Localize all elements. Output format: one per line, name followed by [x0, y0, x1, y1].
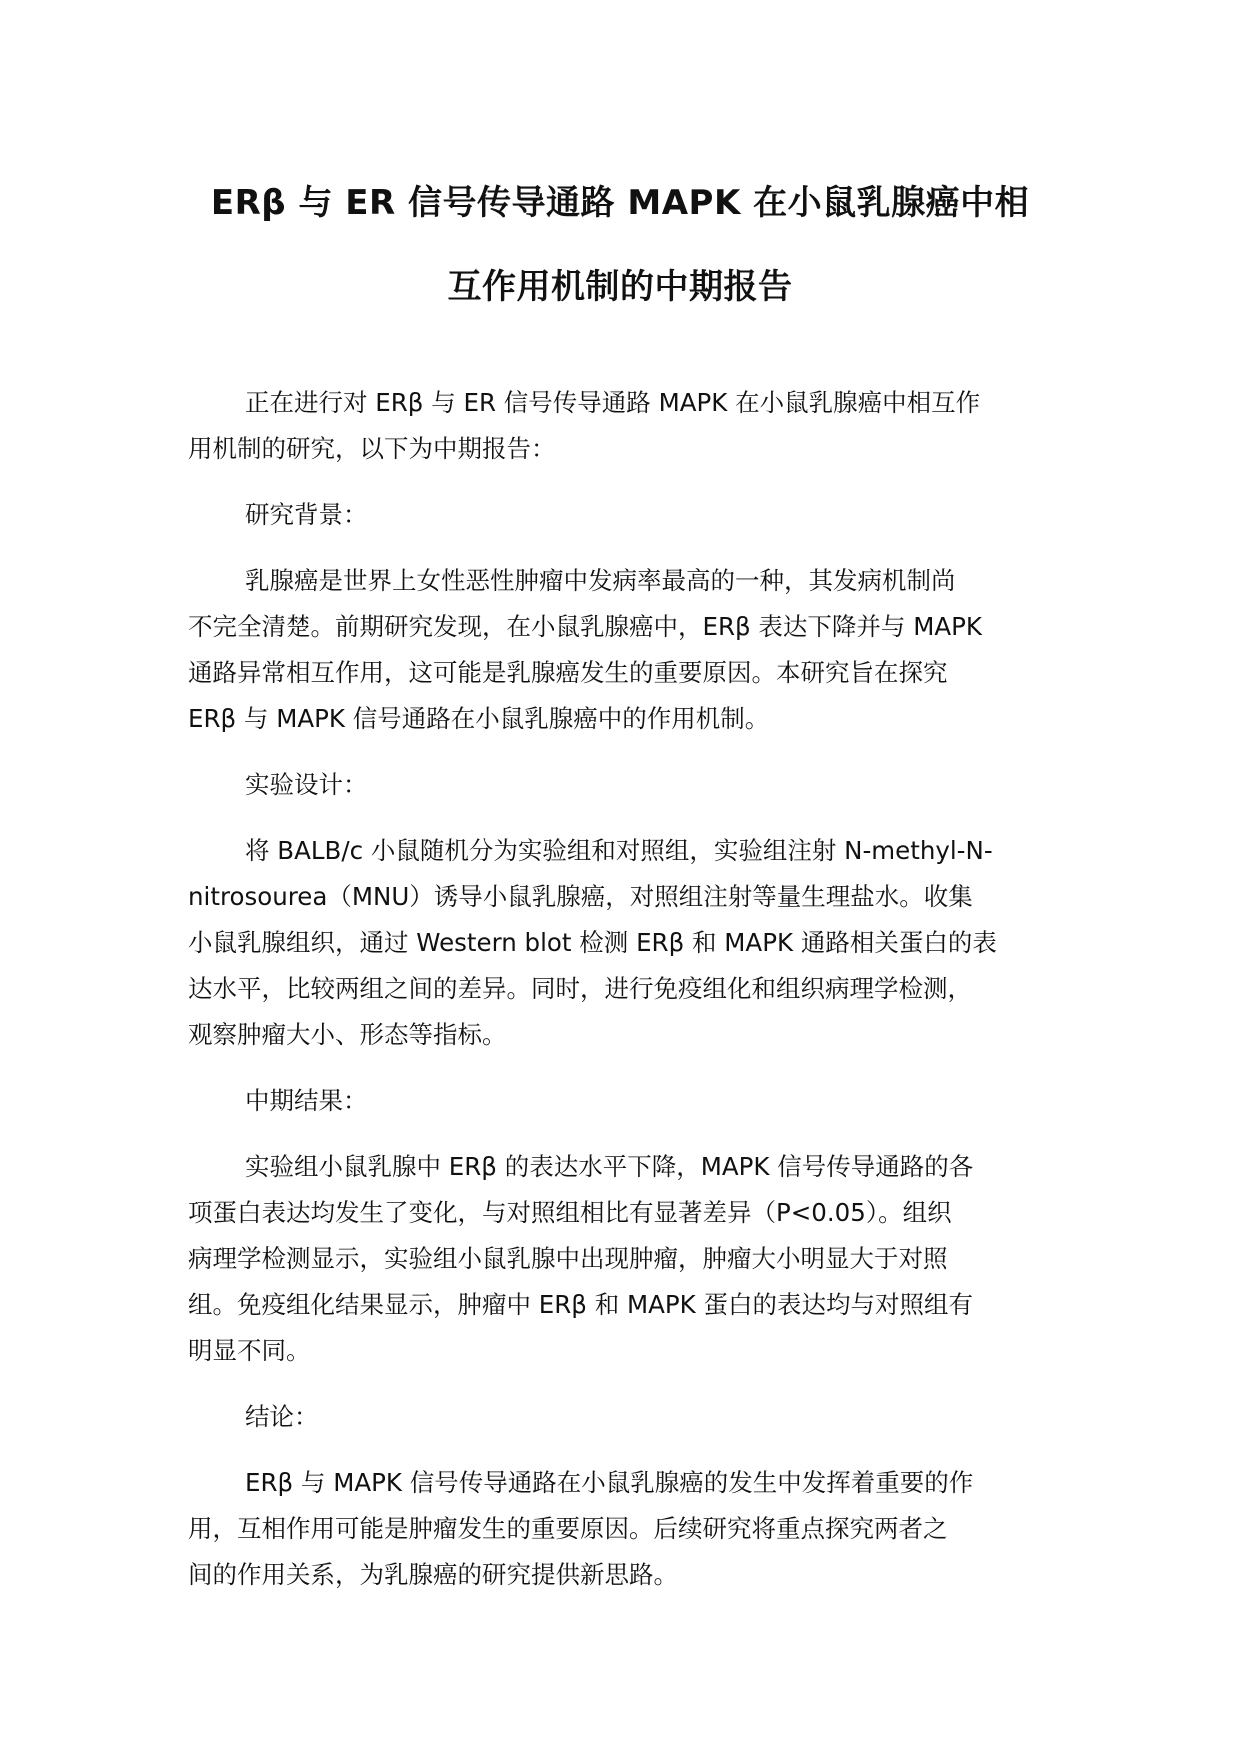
conclusion-line: ERβ 与 MAPK 信号传导通路在小鼠乳腺癌的发生中发挥着重要的作 [245, 1468, 974, 1497]
background-line: 乳腺癌是世界上女性恶性肿瘤中发病率最高的一种，其发病机制尚 [245, 566, 956, 595]
intro-paragraph [188, 380, 1088, 472]
intro-line: 正在进行对 ERβ 与 ER 信号传导通路 MAPK 在小鼠乳腺癌中相互作 [245, 388, 981, 417]
background-paragraph [188, 558, 1088, 742]
document-title-line1: ERβ 与 ER 信号传导通路 MAPK 在小鼠乳腺癌中相 [210, 183, 1030, 223]
results-paragraph [188, 1144, 1088, 1374]
conclusion-heading: 结论： [245, 1402, 319, 1431]
design-heading: 实验设计： [245, 770, 368, 799]
results-line: 明显不同。 [188, 1336, 311, 1365]
background-line: 通路异常相互作用，这可能是乳腺癌发生的重要原因。本研究旨在探究 [188, 658, 948, 687]
results-line: 病理学检测显示，实验组小鼠乳腺中出现肿瘤，肿瘤大小明显大于对照 [188, 1244, 948, 1273]
results-line: 项蛋白表达均发生了变化，与对照组相比有显著差异（P<0.05）。组织 [188, 1198, 952, 1227]
background-line: ERβ 与 MAPK 信号通路在小鼠乳腺癌中的作用机制。 [188, 704, 770, 733]
results-line: 实验组小鼠乳腺中 ERβ 的表达水平下降，MAPK 信号传导通路的各 [245, 1152, 974, 1181]
conclusion-line: 间的作用关系，为乳腺癌的研究提供新思路。 [188, 1560, 678, 1589]
intro-line: 用机制的研究，以下为中期报告： [188, 434, 556, 463]
document-title-line2: 互作用机制的中期报告 [447, 267, 793, 307]
background-line: 不完全清楚。前期研究发现，在小鼠乳腺癌中，ERβ 表达下降并与 MAPK [188, 612, 982, 641]
background-heading: 研究背景： [245, 500, 368, 529]
design-line: 达水平，比较两组之间的差异。同时，进行免疫组化和组织病理学检测， [188, 974, 972, 1003]
conclusion-line: 用，互相作用可能是肿瘤发生的重要原因。后续研究将重点探究两者之 [188, 1514, 948, 1543]
results-line: 组。免疫组化结果显示，肿瘤中 ERβ 和 MAPK 蛋白的表达均与对照组有 [188, 1290, 974, 1319]
conclusion-paragraph [188, 1460, 1088, 1598]
document-body [188, 380, 1088, 1598]
design-paragraph [188, 828, 1088, 1058]
design-line: 观察肿瘤大小、形态等指标。 [188, 1020, 507, 1049]
design-line: 将 BALB/c 小鼠随机分为实验组和对照组，实验组注射 N-methyl-N- [245, 836, 993, 865]
results-heading: 中期结果： [245, 1086, 368, 1115]
design-line: 小鼠乳腺组织，通过 Western blot 检测 ERβ 和 MAPK 通路相关蛋白的表 [188, 928, 997, 957]
design-line: nitrosourea（MNU）诱导小鼠乳腺癌，对照组注射等量生理盐水。收集 [188, 882, 973, 911]
